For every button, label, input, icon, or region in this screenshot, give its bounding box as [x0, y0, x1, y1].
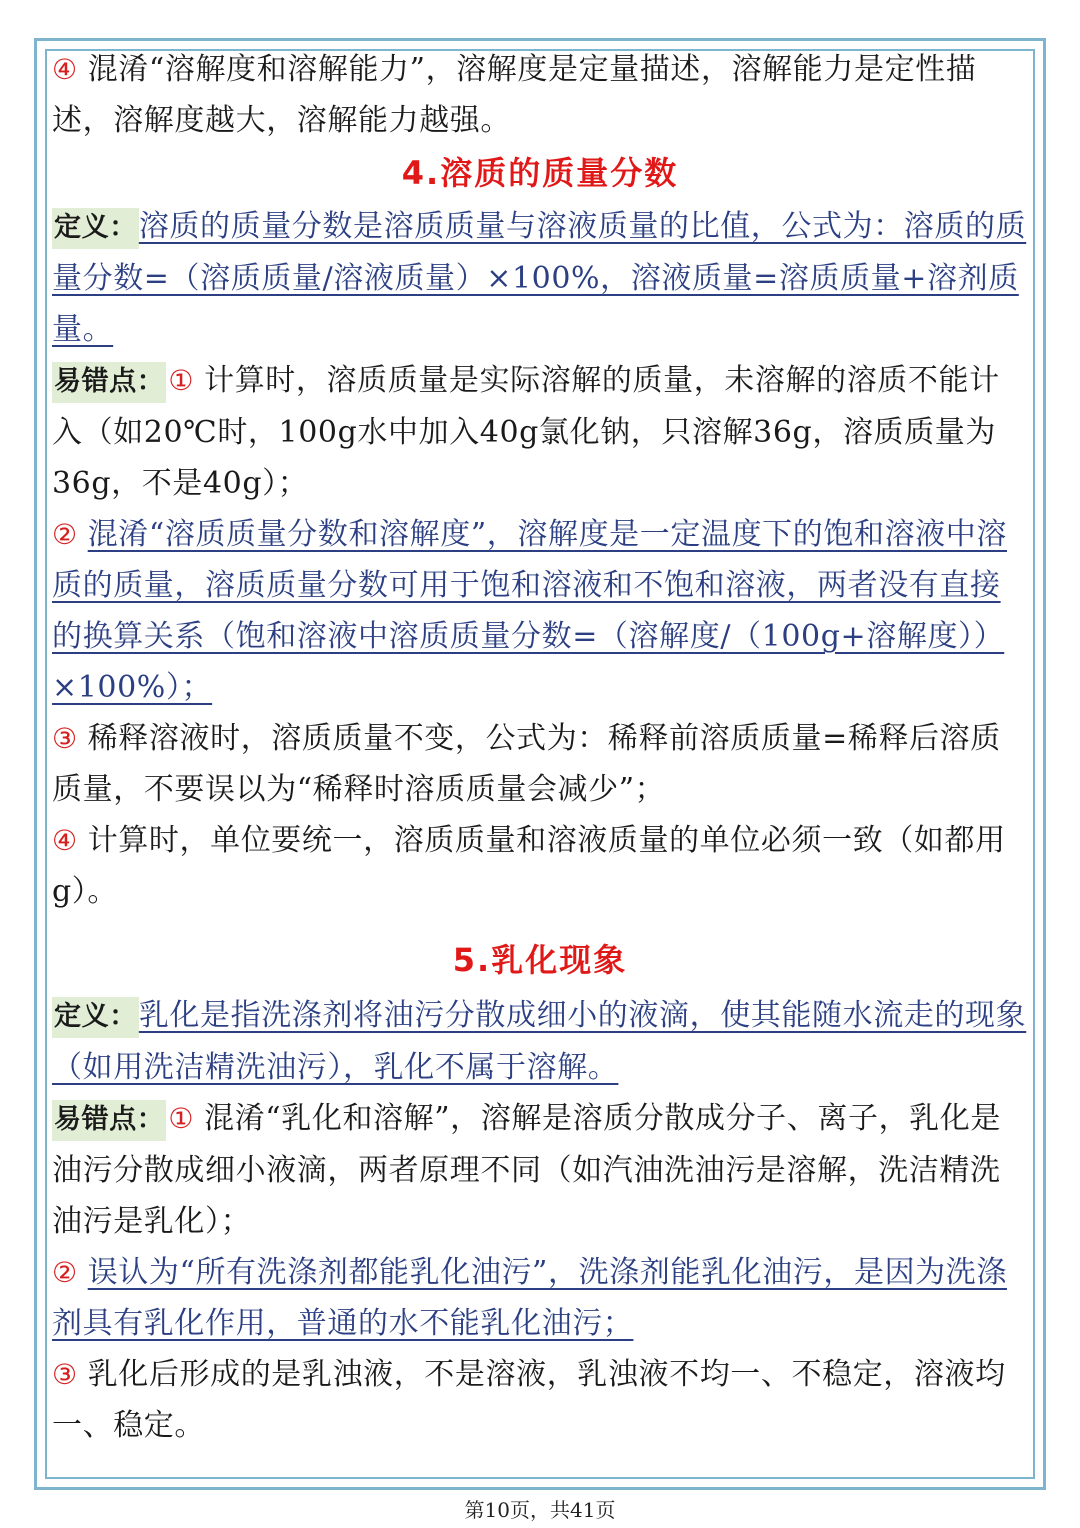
section5-error-3 — [52, 1349, 1028, 1451]
section4-error-1 — [52, 355, 1028, 509]
section4-error-4 — [52, 815, 1028, 917]
item-number: ① — [168, 364, 195, 397]
document-body — [52, 44, 1028, 1451]
section5-error-1 — [52, 1093, 1028, 1247]
section5-definition — [52, 990, 1028, 1093]
section5-title: 5.乳化现象 — [452, 941, 628, 979]
section3-item-4 — [52, 44, 1028, 146]
item-number: ② — [52, 1256, 78, 1289]
errors-label: 易错点： — [52, 1100, 166, 1141]
section4-error-3 — [52, 713, 1028, 815]
item-text: 混淆“溶质质量分数和溶解度”，溶解度是一定温度下的饱和溶液中溶质的质量，溶质质量分数可用于饱和溶液和不饱和溶液，两者没有直接的换算关系（饱和溶液中溶质质量分数=（溶解度/（100g+溶解度））×100%）； — [52, 517, 1007, 705]
item-text: 混淆“乳化和溶解”，溶解是溶质分散成分子、离子，乳化是油污分散成细小液滴，两者原理不同（如汽油洗油污是溶解，洗洁精洗油污是乳化）； — [52, 1101, 1001, 1239]
definition-text: 溶质的质量分数是溶质质量与溶液质量的比值，公式为：溶质的质量分数=（溶质质量/溶液质量）×100%，溶液质量=溶质质量+溶剂质量。 — [52, 209, 1027, 347]
definition-label: 定义： — [52, 997, 139, 1038]
item-number: ④ — [52, 824, 78, 857]
item-number: ③ — [52, 722, 78, 755]
item-text: 混淆“溶解度和溶解能力”，溶解度是定量描述，溶解能力是定性描述，溶解度越大，溶解能力越强。 — [52, 52, 977, 138]
item-text: 计算时，单位要统一，溶质质量和溶液质量的单位必须一致（如都用g）。 — [52, 823, 1006, 909]
definition-text: 乳化是指洗涤剂将油污分散成细小的液滴，使其能随水流走的现象（如用洗洁精洗油污），乳化不属于溶解。 — [52, 998, 1027, 1085]
item-number: ④ — [52, 53, 78, 86]
section4-definition — [52, 201, 1028, 355]
item-text: 乳化后形成的是乳浊液，不是溶液，乳浊液不均一、不稳定，溶液均一、稳定。 — [52, 1357, 1006, 1443]
item-text: 稀释溶液时，溶质质量不变，公式为：稀释前溶质质量=稀释后溶质质量，不要误以为“稀释时溶质质量会减少”； — [52, 721, 1001, 807]
section4-title: 4.溶质的质量分数 — [401, 154, 679, 192]
item-text: 计算时，溶质质量是实际溶解的质量，未溶解的溶质不能计入（如20℃时，100g水中加入40g氯化钠，只溶解36g，溶质质量为36g，不是40g）； — [52, 363, 1000, 501]
section5-error-2 — [52, 1247, 1028, 1349]
page-number: 第10页，共41页 — [464, 1498, 616, 1522]
item-text: 误认为“所有洗涤剂都能乳化油污”，洗涤剂能乳化油污，是因为洗涤剂具有乳化作用，普通的水不能乳化油污； — [52, 1255, 1007, 1341]
item-number: ① — [168, 1102, 195, 1135]
item-number: ② — [52, 518, 78, 551]
item-number: ③ — [52, 1358, 78, 1391]
errors-label: 易错点： — [52, 362, 166, 403]
definition-label: 定义： — [52, 208, 139, 249]
section4-error-2 — [52, 509, 1028, 713]
